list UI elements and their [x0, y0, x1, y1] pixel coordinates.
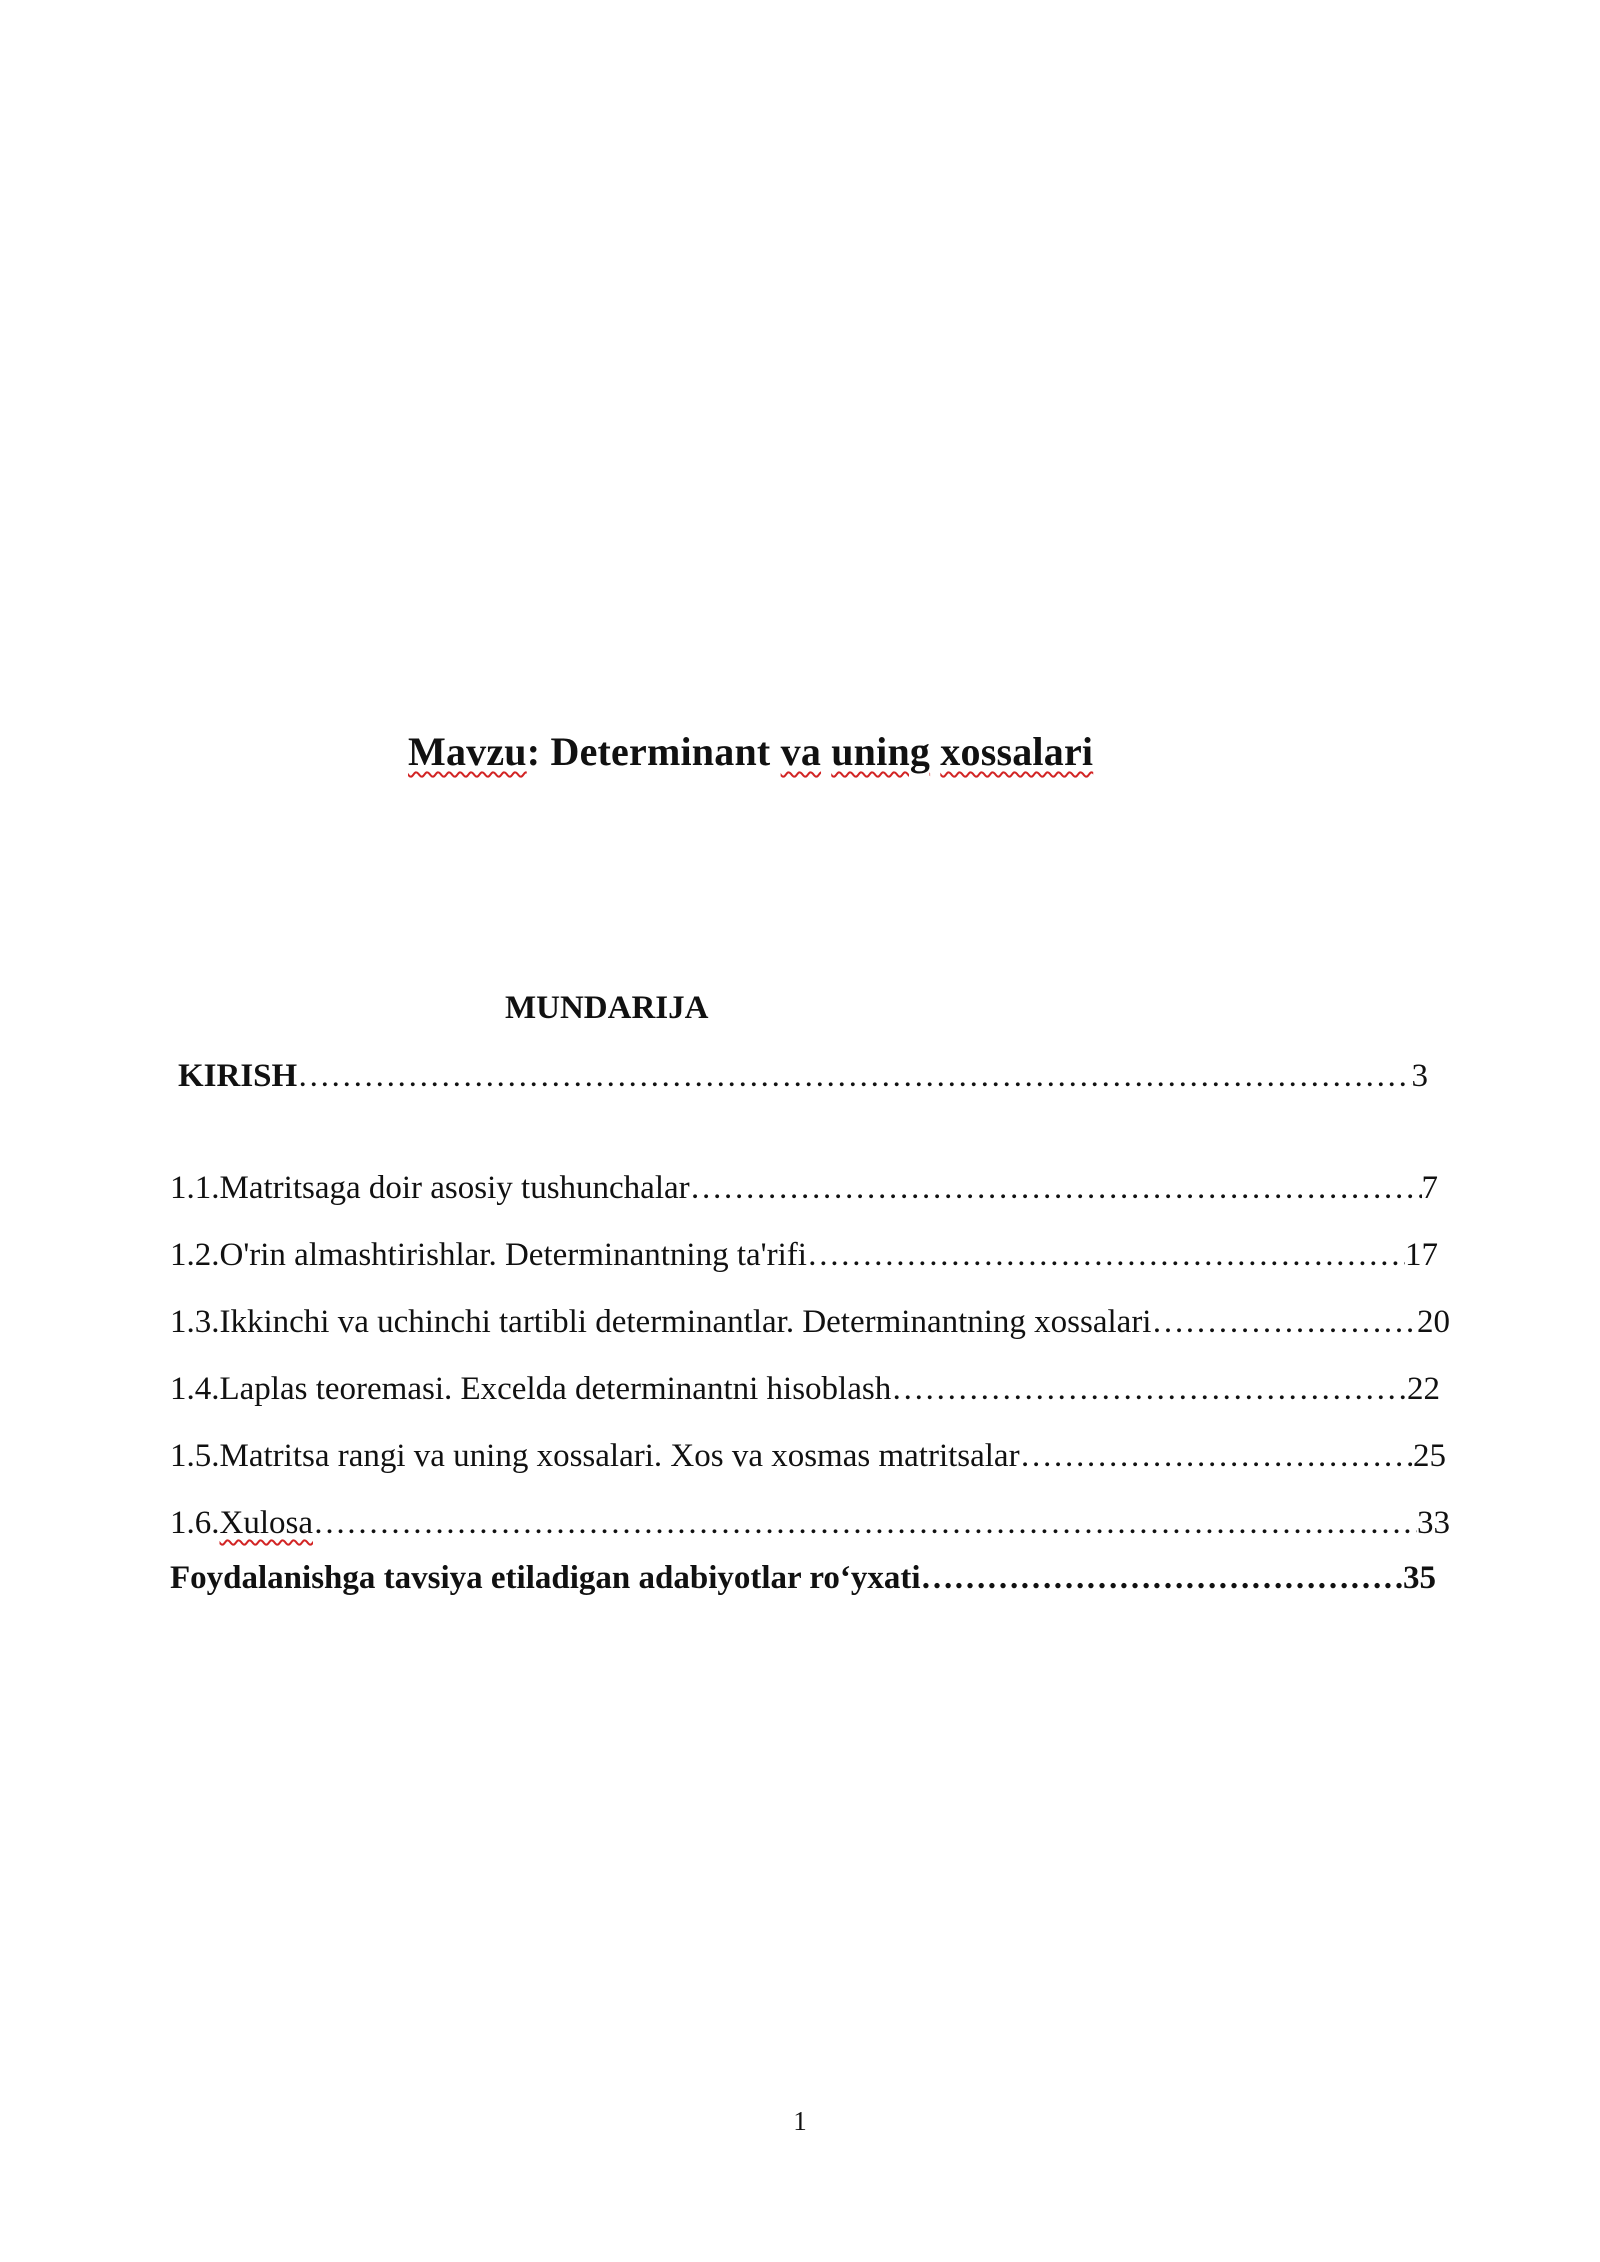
toc-entry-number: 1.5.	[170, 1438, 220, 1474]
toc-entry-intro[interactable]	[178, 1058, 1428, 1095]
toc-leader-dots	[1020, 1438, 1413, 1475]
title-word-xossalari: xossalari	[940, 729, 1094, 774]
toc-entry-page: 33	[1417, 1505, 1450, 1541]
toc-entry-1-4[interactable]	[170, 1371, 1440, 1408]
toc-entry-page: 17	[1405, 1237, 1438, 1273]
toc-entry-label: KIRISH	[178, 1058, 298, 1094]
toc-entry-1-1[interactable]	[170, 1170, 1438, 1207]
toc-entry-1-2[interactable]	[170, 1237, 1438, 1274]
toc-entry-references[interactable]	[170, 1560, 1436, 1597]
toc-leader-dots	[921, 1560, 1403, 1597]
toc-entry-number: 1.3.	[170, 1304, 220, 1340]
toc-entry-label: Matritsaga doir asosiy tushunchalar	[219, 1170, 690, 1206]
toc-entry-1-3[interactable]	[170, 1304, 1450, 1341]
toc-entry-page: 35	[1403, 1560, 1436, 1596]
toc-leader-dots	[690, 1170, 1422, 1207]
toc-leader-dots	[891, 1371, 1407, 1408]
toc-entry-label: Foydalanishga tavsiya etiladigan adabiyotlar ro‘yxati	[170, 1560, 921, 1596]
toc-leader-dots	[313, 1505, 1417, 1542]
toc-entry-number: 1.6.	[170, 1505, 220, 1541]
toc-leader-dots	[297, 1058, 1411, 1095]
toc-entry-1-6[interactable]	[170, 1505, 1450, 1542]
title-word-determinant: Determinant	[550, 729, 771, 774]
title-prefix: Mavzu	[408, 729, 527, 774]
toc-entry-label: O'rin almashtirishlar. Determinantning ta'rifi	[219, 1237, 807, 1273]
toc-entry-number: 1.4.	[170, 1371, 220, 1407]
toc-entry-page: 25	[1413, 1438, 1446, 1474]
title-word-uning: uning	[831, 729, 931, 774]
page-number: 1	[793, 2106, 807, 2136]
toc-entry-number: 1.1.	[170, 1170, 220, 1206]
toc-leader-dots	[1151, 1304, 1417, 1341]
toc-entry-label: Matritsa rangi va uning xossalari. Xos va xosmas matritsalar	[219, 1438, 1020, 1474]
toc-entry-label: Laplas teoremasi. Excelda determinantni hisoblash	[219, 1371, 892, 1407]
toc-entry-label: Ikkinchi va uchinchi tartibli determinantlar. Determinantning xossalari	[219, 1304, 1152, 1340]
toc-entry-number: 1.2.	[170, 1237, 220, 1273]
toc-entry-page: 3	[1411, 1058, 1428, 1094]
title-word-va: va	[780, 729, 822, 774]
toc-leader-dots	[807, 1237, 1405, 1274]
toc-heading: MUNDARIJA	[505, 990, 709, 1026]
toc-entry-page: 22	[1407, 1371, 1440, 1407]
toc-entry-label: Xulosa	[219, 1505, 313, 1541]
title-colon: :	[526, 729, 541, 774]
toc-entry-1-5[interactable]	[170, 1438, 1446, 1475]
toc-entry-page: 7	[1421, 1170, 1438, 1206]
toc-entry-page: 20	[1417, 1304, 1450, 1340]
document-title	[408, 728, 1093, 775]
